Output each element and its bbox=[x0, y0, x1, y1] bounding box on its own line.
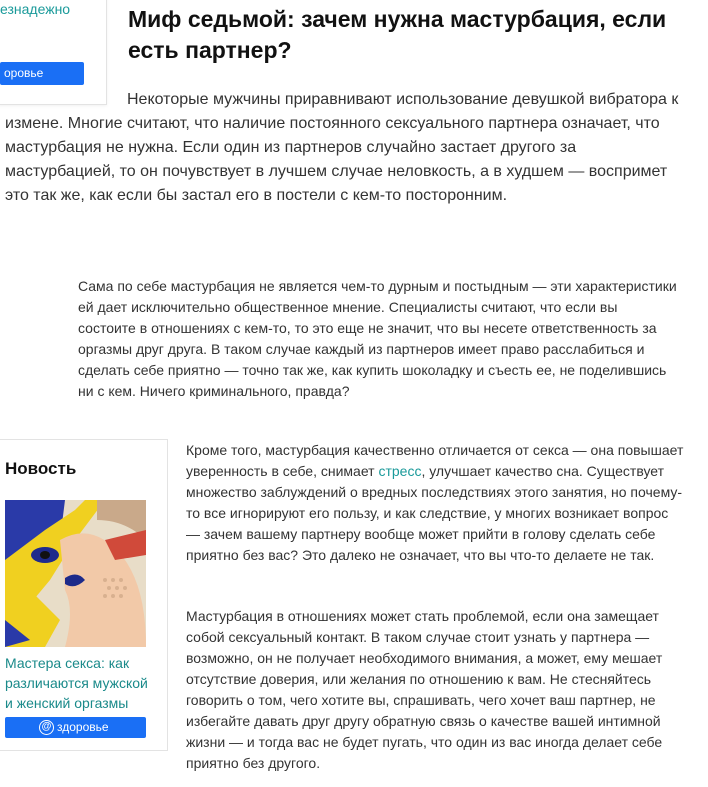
related-card-top-tag[interactable]: оровье bbox=[0, 62, 84, 85]
news-card-tag-label: здоровье bbox=[57, 720, 109, 734]
article-paragraph-1 bbox=[186, 440, 686, 566]
news-card-tag-button[interactable] bbox=[5, 717, 146, 738]
article-lead-paragraph bbox=[5, 88, 685, 208]
news-card-heading: Новость bbox=[5, 459, 77, 478]
news-card-image[interactable] bbox=[5, 500, 146, 647]
article-section-title: Миф седьмой: зачем нужна мастурбация, если есть партнер? bbox=[128, 6, 667, 63]
lead-text: Некоторые мужчины приравнивают использование девушкой вибратора к измене. Многие считают, что наличие постоянного сексуального партнера означает, что мастурбация не нужна. Если один из партнеров случайно застает другого за мастурбацией, то он почувствует в лучшем случае неловкость, а в худшем — воспримет это так же, как если бы застал его в постели с кем-то посторонним. bbox=[5, 91, 679, 204]
article-quote: Сама по себе мастурбация не является чем-то дурным и постыдным — эти характеристики ей дает исключительно общественное мнение. Специалисты считают, что если вы состоите в отношениях с кем-то, то это еще не значит, что вы несете ответственность за оргазмы друг друга. В таком случае каждый из партнеров имеет право расслабиться и сделать себе приятно — точно так же, как купить шоколадку и съесть ее, не поделившись ни с кем. Ничего криминального, правда? bbox=[78, 278, 677, 399]
at-icon: @ bbox=[39, 720, 54, 735]
news-card[interactable] bbox=[0, 439, 168, 751]
paragraph-1-text-end: , улучшает качество сна. Существует множество заблуждений о вредных последствиях этого занятия, но почему-то все игнорируют его пользу, и как следствие, у многих возникает вопрос — зачем вашему партнеру вообще может прийти в голову сделать себе приятно без вас? Это далеко не означает, что вы что-то делаете не так. bbox=[186, 463, 683, 563]
article-paragraph-2: Мастурбация в отношениях может стать проблемой, если она замещает собой сексуальный контакт. В таком случае стоит узнать у партнера — возможно, он не получает необходимого внимания, а может, ему мешает отсутствие доверия, или желания по отношению к вам. Не стесняйтесь говорить о том, чего хотите вы, спрашивать, чего хочет ваш партнер, не избегайте давать друг другу обратную связь о качестве вашей интимной жизни — и тогда вас не будет пугать, что один из вас иногда делает себе приятно без другого. bbox=[186, 608, 663, 771]
stress-link[interactable]: стресс bbox=[378, 463, 422, 479]
paragraph-1-text-start: Кроме того, мастурбация качественно отличается от секса — она повышает уверенность в себе, снимает bbox=[186, 442, 684, 479]
news-card-caption[interactable]: Мастера секса: как различаются мужской и женский оргазмы bbox=[5, 655, 148, 711]
related-card-top-title[interactable]: езнадежно bbox=[0, 1, 71, 17]
